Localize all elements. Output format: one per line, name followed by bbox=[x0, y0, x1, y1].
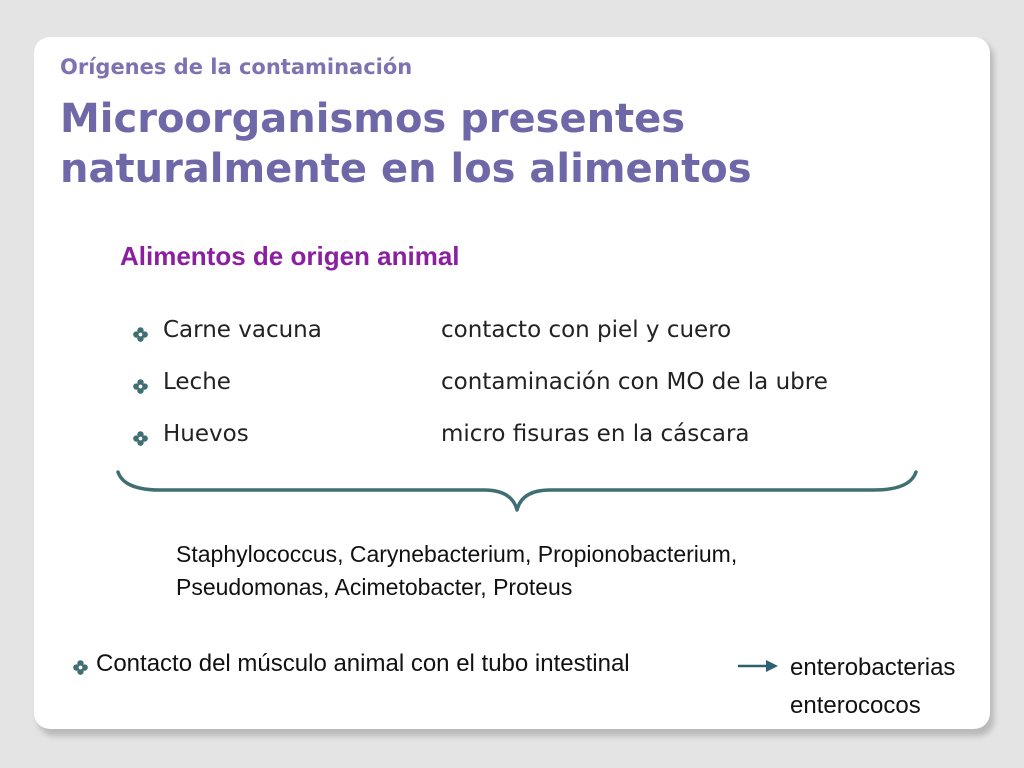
slide-title-line-2: naturalmente en los alimentos bbox=[60, 146, 752, 192]
slide-subtitle: Orígenes de la contaminación bbox=[60, 55, 413, 79]
flower-bullet-icon bbox=[133, 327, 148, 342]
bullet-item-description: contacto con piel y cuero bbox=[441, 317, 732, 343]
bullet-item-description: contaminación con MO de la ubre bbox=[441, 369, 828, 395]
contact-results bbox=[790, 650, 955, 726]
right-arrow-icon bbox=[736, 656, 780, 676]
contact-text: Contacto del músculo animal con el tubo intestinal bbox=[96, 650, 630, 677]
bullet-row bbox=[133, 314, 953, 366]
bullet-row bbox=[133, 366, 953, 418]
organisms-line-2: Pseudomonas, Acimetobacter, Proteus bbox=[176, 574, 573, 600]
bullet-row bbox=[133, 418, 953, 470]
organisms-list bbox=[176, 538, 737, 604]
section-heading: Alimentos de origen animal bbox=[120, 241, 460, 271]
bullet-item-name: Carne vacuna bbox=[163, 317, 322, 343]
flower-bullet-icon bbox=[133, 431, 148, 446]
bullet-item-name: Leche bbox=[163, 369, 231, 395]
food-bullet-list bbox=[133, 314, 953, 470]
curly-brace-icon bbox=[112, 468, 922, 516]
slide-title bbox=[60, 94, 960, 194]
bullet-item-description: micro fisuras en la cáscara bbox=[441, 421, 750, 447]
contact-result-item: enterobacterias bbox=[790, 654, 956, 681]
slide-title-line-1: Microorganismos presentes bbox=[60, 96, 686, 142]
flower-bullet-icon bbox=[133, 379, 148, 394]
flower-bullet-icon bbox=[73, 660, 88, 675]
organisms-line-1: Staphylococcus, Carynebacterium, Propionobacterium, bbox=[176, 541, 738, 567]
bullet-item-name: Huevos bbox=[163, 421, 249, 447]
contact-result-item: enterococos bbox=[790, 692, 921, 719]
contact-bullet bbox=[70, 650, 990, 730]
